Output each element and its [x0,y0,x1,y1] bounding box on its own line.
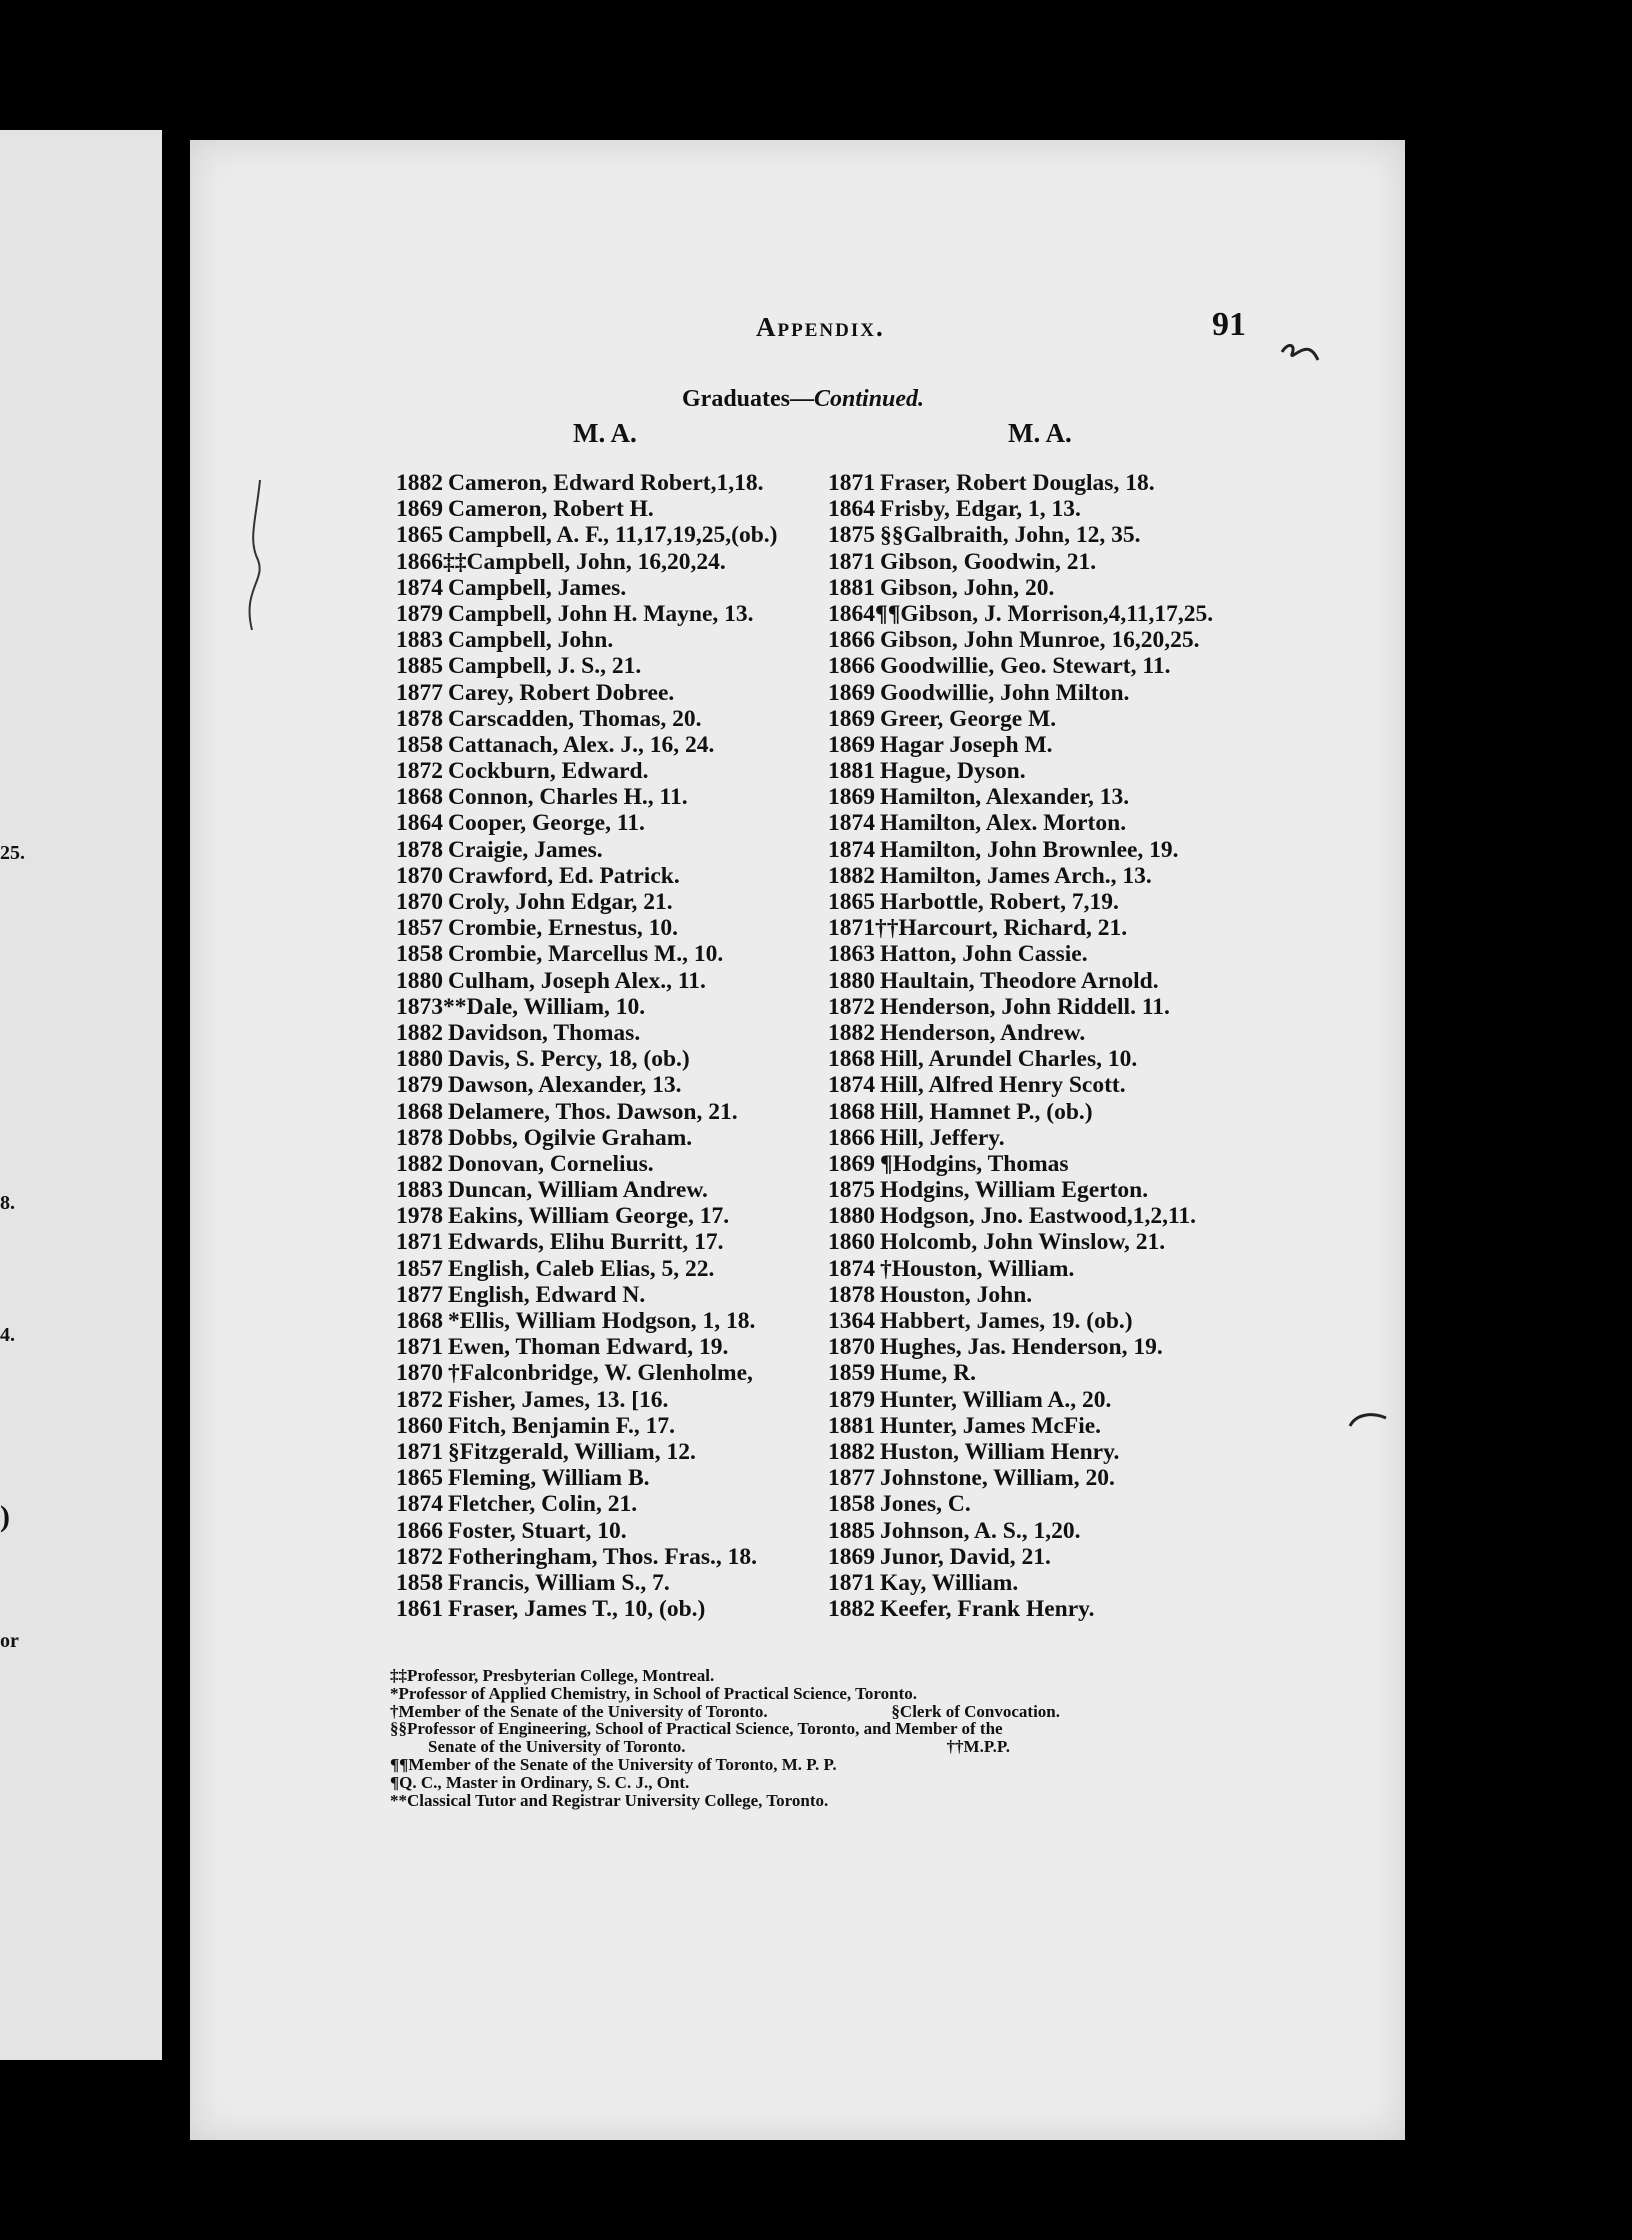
graduate-name: Dale, William, 10. [466,993,646,1020]
graduate-name: Johnson, A. S., 1,20. [880,1517,1081,1544]
graduate-name: Campbell, John, 16,20,24. [466,548,726,575]
graduate-name: Hamilton, Alexander, 13. [880,784,1130,811]
graduate-year: 1869 [828,1150,875,1177]
graduate-year: 1860 [828,1229,875,1256]
graduate-year: 1879 [828,1386,875,1413]
graduate-year: 1882 [396,470,443,496]
graduate-year: 1870 [828,1334,875,1361]
graduate-year: 1859 [828,1360,875,1387]
graduate-entry [396,549,826,575]
footnote: *Professor of Applied Chemistry, in School of Practical Science, Toronto. [390,1683,917,1703]
graduate-year: 1881 [828,574,875,601]
graduate-name: Hunter, William A., 20. [880,1386,1112,1413]
graduate-year: 1877 [396,679,443,706]
graduate-year: 1865 [396,522,443,549]
footnote [390,1703,1220,1721]
graduate-entry [828,1099,1258,1125]
graduate-entry [396,941,826,967]
graduate-year: 1866 [828,1124,875,1151]
graduate-name: Hatton, John Cassie. [880,941,1088,968]
graduate-entry [828,1308,1258,1334]
left-fragment: or [0,1630,19,1652]
graduate-year: 1871 [396,1438,443,1465]
graduate-name: Delamere, Thos. Dawson, 21. [448,1098,738,1125]
graduate-name: Cattanach, Alex. J., 16, 24. [448,731,715,758]
left-fragment: 25. [0,842,25,864]
graduate-name: Goodwillie, John Milton. [880,679,1130,706]
graduate-name: Cameron, Robert H. [448,496,654,523]
graduate-year: 1865 [828,889,875,915]
graduate-name: Fletcher, Colin, 21. [448,1491,638,1518]
graduate-year: 1879 [396,1072,443,1099]
graduate-year: 1878 [828,1281,875,1308]
graduate-year: 1869 [828,731,875,758]
graduate-year: 1864¶¶ [828,600,901,627]
graduate-year: 1869 [828,679,875,706]
graduate-year: 1858 [396,731,443,758]
graduate-name: Duncan, William Andrew. [448,1177,708,1204]
running-head [190,306,1405,362]
graduate-name: Donovan, Cornelius. [448,1150,654,1177]
graduate-name: Henderson, John Riddell. 11. [880,993,1170,1020]
graduate-year: 1857 [396,1255,443,1282]
graduate-name: Hamilton, John Brownlee, 19. [880,836,1179,863]
pencil-bracket-icon [238,480,268,630]
graduate-year: 1869 [828,1543,875,1570]
graduate-name: Hamilton, Alex. Morton. [880,810,1127,837]
graduate-name: Gibson, John, 20. [880,574,1055,601]
graduate-year: 1871 [396,1229,443,1256]
graduate-year: 1866 [828,653,875,680]
graduate-year: 1869 [828,705,875,732]
graduate-year: 1882 [828,1596,875,1623]
graduate-year: 1878 [396,836,443,863]
graduate-year: 1871†† [828,915,899,942]
graduate-year: 1880 [396,1046,443,1073]
graduate-name: Ewen, Thoman Edward, 19. [448,1334,729,1361]
graduate-name: Harbottle, Robert, 7,19. [880,889,1119,915]
graduate-year: 1881 [828,758,875,785]
graduate-name: Holcomb, John Winslow, 21. [880,1229,1166,1256]
graduate-entry [396,1334,826,1360]
right-column-heading: M. A. [1008,418,1072,448]
graduate-name: Foster, Stuart, 10. [448,1517,627,1544]
graduate-name: Hamilton, James Arch., 13. [880,862,1152,889]
graduate-year: 1869 [396,496,443,523]
graduate-entry [828,549,1258,575]
graduate-year: 1863 [828,941,875,968]
graduate-entry [828,1491,1258,1517]
graduate-year: 1868 [396,1098,443,1125]
graduate-entry [828,1465,1258,1491]
graduate-name: Gibson, J. Morrison,4,11,17,25. [900,600,1214,627]
graduate-name: Fleming, William B. [448,1465,650,1492]
graduate-name: Jones, C. [880,1491,971,1518]
page-title: Appendix. [756,312,885,342]
graduate-year: 1870 [396,889,443,915]
graduate-entry [828,1046,1258,1072]
pencil-mark-icon [1348,1410,1388,1430]
graduate-name: Hume, R. [880,1360,976,1387]
graduate-year: 1882 [828,1438,875,1465]
graduate-entry [828,575,1258,601]
graduate-name: Henderson, Andrew. [880,1019,1086,1046]
graduate-entry [396,1046,826,1072]
graduate-entry [828,1413,1258,1439]
graduate-entry [828,941,1258,967]
graduate-name: Houston, John. [880,1281,1033,1308]
footnote: §§Professor of Engineering, School of Practical Science, Toronto, and Member of the [390,1719,1003,1739]
graduate-name: Hodgins, William Egerton. [880,1177,1149,1204]
book-page [190,140,1405,2140]
graduate-entry [396,889,826,915]
graduate-entry [396,1020,826,1046]
footnote: **Classical Tutor and Registrar University College, Toronto. [390,1790,829,1810]
graduate-year: 1871 [828,470,875,496]
left-fragment: 8. [0,1192,15,1214]
right-column [828,470,1258,1622]
graduate-year: 1882 [828,1019,875,1046]
graduate-name: Goodwillie, Geo. Stewart, 11. [880,653,1171,680]
graduate-entry [828,1125,1258,1151]
graduate-entry [396,915,826,941]
graduate-name: Cockburn, Edward. [448,758,649,785]
graduate-entry [396,1491,826,1517]
graduate-year: 1877 [828,1465,875,1492]
graduate-year: 1868 [828,1046,875,1073]
graduate-year: 1885 [396,653,443,680]
graduate-entry [828,1282,1258,1308]
graduate-entry [396,968,826,994]
graduate-entry [396,1177,826,1203]
graduate-entry [828,1439,1258,1465]
graduate-name: Croly, John Edgar, 21. [448,889,673,915]
graduate-name: Davidson, Thomas. [448,1019,641,1046]
graduate-name: Cooper, George, 11. [448,810,645,837]
graduate-name: Gibson, Goodwin, 21. [880,548,1097,575]
graduate-entry [396,496,826,522]
graduate-year: 1880 [396,967,443,994]
graduate-entry [396,1308,826,1334]
graduate-year: 1858 [396,1569,443,1596]
graduate-entry [396,1544,826,1570]
graduate-entry [828,1072,1258,1098]
graduate-year: 1877 [396,1281,443,1308]
graduate-year: 1872 [828,993,875,1020]
graduate-entry [828,1020,1258,1046]
graduate-name: Hodgson, Jno. Eastwood,1,2,11. [880,1203,1197,1230]
graduate-year: 1871 [396,1334,443,1361]
graduate-entry [828,732,1258,758]
graduate-name: Johnstone, William, 20. [880,1465,1115,1492]
graduate-entry [828,470,1258,496]
graduate-name: §Fitzgerald, William, 12. [448,1438,696,1465]
graduate-year: 1872 [396,758,443,785]
graduate-entry [396,1596,826,1622]
graduate-year: 1873** [396,993,467,1020]
graduate-year: 1881 [828,1412,875,1439]
graduate-year: 1880 [828,1203,875,1230]
graduate-name: Campbell, John H. Mayne, 13. [448,600,754,627]
graduate-year: 1860 [396,1412,443,1439]
graduate-name: Campbell, John. [448,627,614,654]
graduate-entry [828,1570,1258,1596]
graduate-year: 1868 [396,784,443,811]
left-page-edge [0,130,162,2060]
graduate-entry [396,758,826,784]
subhead-prefix: Graduates— [682,386,814,412]
graduate-year: 1883 [396,627,443,654]
graduate-name: Frisby, Edgar, 1, 13. [880,496,1081,523]
graduate-entry [396,1203,826,1229]
graduate-entry [828,915,1258,941]
graduate-name: Kay, William. [880,1569,1019,1596]
graduate-year: 1870 [396,862,443,889]
graduate-year: 1875 [828,1177,875,1204]
graduate-entry [396,1387,826,1413]
graduate-name: Huston, William Henry. [880,1438,1120,1465]
graduate-entry [828,1544,1258,1570]
graduate-name: Hill, Arundel Charles, 10. [880,1046,1138,1073]
graduate-entry [396,1229,826,1255]
graduate-name: †Houston, William. [880,1255,1075,1282]
graduate-year: 1875 [828,522,875,549]
graduate-entry [828,1151,1258,1177]
graduate-year: 1858 [396,941,443,968]
graduate-entry [828,653,1258,679]
graduate-entry [828,706,1258,732]
graduate-entry [396,653,826,679]
graduate-year: 1978 [396,1203,443,1230]
graduate-entry [396,1413,826,1439]
graduate-entry [396,837,826,863]
graduate-entry [396,1072,826,1098]
graduate-name: †Falconbridge, W. Glenholme, [448,1360,753,1387]
footnote [390,1738,1220,1756]
graduate-name: Dawson, Alexander, 13. [448,1072,682,1099]
footnotes [390,1667,1220,1809]
graduate-name: Hill, Jeffery. [880,1124,1005,1151]
graduate-entry [396,810,826,836]
footnote: ¶¶Member of the Senate of the University of Toronto, M. P. P. [390,1754,837,1774]
graduate-year: 1868 [396,1308,443,1334]
graduate-entry [396,601,826,627]
graduate-entry [828,496,1258,522]
graduate-entry [396,1570,826,1596]
graduate-name: ¶Hodgins, Thomas [880,1150,1069,1177]
graduate-year: 1871 [828,1569,875,1596]
graduate-year: 1858 [828,1491,875,1518]
graduate-entry [396,680,826,706]
graduate-name: Hill, Hamnet P., (ob.) [880,1098,1093,1125]
graduate-name: Hill, Alfred Henry Scott. [880,1072,1126,1099]
graduate-name: Dobbs, Ogilvie Graham. [448,1124,693,1151]
graduate-entry [828,1360,1258,1386]
graduate-entry [828,994,1258,1020]
graduate-entry [828,784,1258,810]
graduate-entry [828,627,1258,653]
graduate-name: Fraser, Robert Douglas, 18. [880,470,1155,496]
graduate-year: 1874 [828,1072,875,1099]
graduate-entry [828,680,1258,706]
graduate-name: Hague, Dyson. [880,758,1026,785]
graduate-name: Campbell, A. F., 11,17,19,25,(ob.) [448,522,778,549]
graduate-year: 1874 [396,574,443,601]
left-column-heading: M. A. [573,418,637,448]
graduate-name: Eakins, William George, 17. [448,1203,730,1230]
footnote-part: †Member of the Senate of the University of Toronto. [390,1701,768,1721]
graduate-year: 1874 [828,810,875,837]
graduate-name: Crombie, Marcellus M., 10. [448,941,724,968]
footnote-part: Senate of the University of Toronto. [428,1737,686,1757]
subhead-continued: Continued. [814,386,925,412]
graduate-name: Campbell, J. S., 21. [448,653,642,680]
graduate-year: 1874 [828,1255,875,1282]
graduate-name: Cameron, Edward Robert,1,18. [448,470,764,496]
graduate-entry [828,968,1258,994]
graduate-year: 1864 [396,810,443,837]
graduate-entry [396,1125,826,1151]
graduate-entry [828,810,1258,836]
footnote-part: ††M.P.P. [946,1737,1010,1757]
graduate-year: 1874 [828,836,875,863]
graduate-name: Junor, David, 21. [880,1543,1051,1570]
graduate-entry [828,1387,1258,1413]
graduate-year: 1869 [828,784,875,811]
graduate-year: 1872 [396,1543,443,1570]
graduate-year: 1864 [828,496,875,523]
graduate-name: Carey, Robert Dobree. [448,679,675,706]
graduate-name: Culham, Joseph Alex., 11. [448,967,706,994]
graduate-name: §§Galbraith, John, 12, 35. [880,522,1141,549]
graduate-name: Greer, George M. [880,705,1057,732]
graduate-name: Gibson, John Munroe, 16,20,25. [880,627,1200,654]
graduate-year: 1883 [396,1177,443,1204]
graduate-entry [396,1465,826,1491]
graduate-name: Fitch, Benjamin F., 17. [448,1412,675,1439]
footnote: ¶Q. C., Master in Ordinary, S. C. J., Ont. [390,1772,690,1792]
footnote: ‡‡Professor, Presbyterian College, Montreal. [390,1666,715,1685]
graduate-entry [828,1177,1258,1203]
graduate-name: English, Edward N. [448,1281,646,1308]
graduate-name: Hughes, Jas. Henderson, 19. [880,1334,1163,1361]
graduate-entry [396,863,826,889]
graduate-name: Hagar Joseph M. [880,731,1053,758]
graduate-entry [828,522,1258,548]
graduate-name: Edwards, Elihu Burritt, 17. [448,1229,724,1256]
graduate-year: 1878 [396,705,443,732]
graduate-entry [828,863,1258,889]
graduate-entry [396,1099,826,1125]
graduate-year: 1879 [396,600,443,627]
graduate-entry [396,1151,826,1177]
graduate-name: Keefer, Frank Henry. [880,1596,1095,1623]
page-number: 91 [1212,306,1246,343]
graduate-name: Craigie, James. [448,836,603,863]
graduate-entry [396,1256,826,1282]
graduate-name: *Ellis, William Hodgson, 1, 18. [448,1308,756,1334]
graduate-year: 1866 [396,1517,443,1544]
graduate-name: Crawford, Ed. Patrick. [448,862,680,889]
left-fragment: ) [0,1500,10,1533]
section-subhead [682,386,924,413]
graduate-name: Hunter, James McFie. [880,1412,1102,1439]
graduate-entry [828,1596,1258,1622]
graduate-name: Habbert, James, 19. (ob.) [880,1308,1133,1334]
graduate-year: 1882 [396,1150,443,1177]
graduate-name: Campbell, James. [448,574,627,601]
graduate-name: Davis, S. Percy, 18, (ob.) [448,1046,690,1073]
graduate-entry [828,1334,1258,1360]
graduate-year: 1874 [396,1491,443,1518]
graduate-name: English, Caleb Elias, 5, 22. [448,1255,715,1282]
graduate-year: 1885 [828,1517,875,1544]
graduate-name: Crombie, Ernestus, 10. [448,915,678,942]
graduate-entry [828,1518,1258,1544]
graduate-entry [396,706,826,732]
graduate-year: 1868 [828,1098,875,1125]
graduate-year: 1866‡‡ [396,548,467,575]
graduate-name: Carscadden, Thomas, 20. [448,705,702,732]
graduate-entry [828,758,1258,784]
graduate-name: Francis, William S., 7. [448,1569,670,1596]
graduate-entry [828,889,1258,915]
graduate-entry [396,1360,826,1386]
graduate-name: Harcourt, Richard, 21. [898,915,1128,942]
graduate-name: Fotheringham, Thos. Fras., 18. [448,1543,757,1570]
graduate-entry [828,1256,1258,1282]
left-fragment: 4. [0,1324,15,1346]
graduate-year: 1872 [396,1386,443,1413]
graduate-name: Haultain, Theodore Arnold. [880,967,1159,994]
graduate-entry [396,470,826,496]
graduate-year: 1364 [828,1308,875,1334]
graduate-name: Fraser, James T., 10, (ob.) [448,1596,706,1623]
graduate-name: Fisher, James, 13. [16. [448,1386,669,1413]
graduate-entry [396,575,826,601]
graduate-entry [396,1518,826,1544]
graduate-entry [828,1229,1258,1255]
graduate-entry [396,1439,826,1465]
footnote-part: §Clerk of Convocation. [891,1701,1060,1721]
graduate-year: 1870 [396,1360,443,1387]
left-column [396,470,826,1622]
graduate-year: 1871 [828,548,875,575]
graduate-entry [828,601,1258,627]
graduate-entry [828,1203,1258,1229]
graduate-year: 1861 [396,1596,443,1623]
graduate-year: 1878 [396,1124,443,1151]
graduate-entry [828,837,1258,863]
graduate-name: Connon, Charles H., 11. [448,784,688,811]
graduate-year: 1882 [828,862,875,889]
graduate-year: 1865 [396,1465,443,1492]
graduate-entry [396,732,826,758]
graduate-year: 1866 [828,627,875,654]
graduate-year: 1857 [396,915,443,942]
graduate-entry [396,1282,826,1308]
graduate-year: 1882 [396,1019,443,1046]
graduate-year: 1880 [828,967,875,994]
graduate-entry [396,994,826,1020]
graduate-entry [396,627,826,653]
graduate-entry [396,522,826,548]
graduate-entry [396,784,826,810]
pencil-mark-icon [1280,340,1320,364]
